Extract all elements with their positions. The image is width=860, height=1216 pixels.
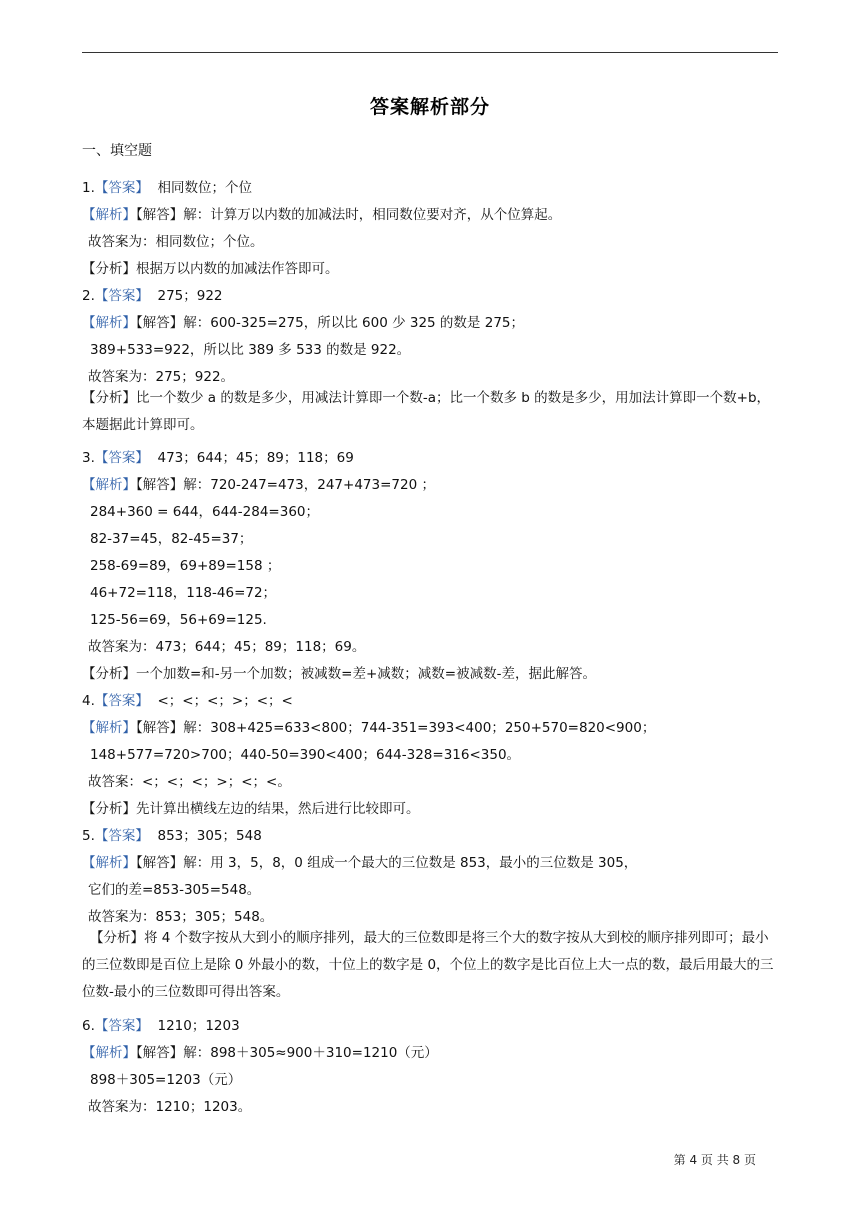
q4-number: 4. [82,693,95,709]
q1-final: 故答案为：相同数位；个位。 [88,234,264,250]
analysis-tag: 【解析】 [82,720,136,736]
q4-answer: <；<；<；>；<；< [157,693,293,709]
q3-analysis: 【分析】一个加数=和-另一个加数；被减数=差+减数；减数=被减数-差，据此解答。 [82,666,596,682]
q2-answer: 275；922 [157,288,223,304]
q1-answer-line [82,176,782,196]
q5-line2: 它们的差=853-305=548。 [88,882,261,898]
q4-answer-line [82,689,782,709]
q2-solution: 【解析】【解答】解：600-325=275，所以比 600 少 325 的数是 275； [82,315,524,331]
analysis-tag: 【解析】 [82,1045,136,1061]
answer-tag: 【答案】 [94,828,149,844]
q6-answer-line [82,1014,782,1034]
q1-answer: 相同数位；个位 [157,180,252,196]
q4-line2: 148+577=720>700；440-50=390<400；644-328=316<350。 [90,747,521,763]
header-rule [82,52,778,53]
analysis-tag: 【解析】 [82,477,136,493]
q2-number: 2. [82,288,95,304]
q5-number: 5. [82,828,95,844]
q2-answer-line [82,284,782,304]
analysis-tag: 【解析】 [82,315,136,331]
q4-final: 故答案：<；<；<；>；<；<。 [88,774,291,790]
q3-answer-line [82,446,782,466]
q3-line6: 125-56=69，56+69=125. [90,612,267,628]
analysis-tag: 【解析】 [82,855,136,871]
analysis-tag: 【解析】 [82,207,136,223]
q6-number: 6. [82,1018,95,1034]
q3-line5: 46+72=118，118-46=72； [90,585,277,601]
answer-tag: 【答案】 [94,693,149,709]
q6-line2: 898＋305=1203（元） [90,1072,242,1088]
q3-line4: 258-69=89，69+89=158 ； [90,558,281,574]
q4-solution: 【解析】【解答】解：308+425=633<800；744-351=393<400；250+570=820<900； [82,720,656,736]
answer-tag: 【答案】 [94,180,149,196]
q5-answer-line [82,824,782,844]
q2-final: 故答案为：275；922。 [88,369,235,385]
answer-tag: 【答案】 [94,450,149,466]
q1-solution: 【解析】【解答】解：计算万以内数的加减法时，相同数位要对齐，从个位算起。 [82,207,562,223]
q3-solution: 【解析】【解答】解：720-247=473，247+473=720 ； [82,477,435,493]
q4-analysis: 【分析】先计算出横线左边的结果，然后进行比较即可。 [82,801,420,817]
page-title: 答案解析部分 [369,96,490,118]
section-heading: 一、填空题 [82,143,152,159]
q2-line2: 389+533=922，所以比 389 多 533 的数是 922。 [90,342,411,358]
q2-analysis: 【分析】比一个数少 a 的数是多少，用减法计算即一个数-a；比一个数多 b 的数是多少，用加法计算即一个数+b，本题据此计算即可。 [82,390,771,433]
q3-line2: 284+360 = 644，644-284=360； [90,504,319,520]
q5-final: 故答案为：853；305；548。 [88,909,274,925]
q6-final: 故答案为：1210；1203。 [88,1099,252,1115]
q3-line3: 82-37=45，82-45=37； [90,531,253,547]
q3-final: 故答案为：473；644；45；89；118；69。 [88,639,366,655]
q1-number: 1. [82,180,95,196]
q6-answer: 1210；1203 [157,1018,240,1034]
q5-solution: 【解析】【解答】解：用 3，5，8，0 组成一个最大的三位数是 853，最小的三位数是 305， [82,855,638,871]
q5-answer: 853；305；548 [157,828,262,844]
q3-number: 3. [82,450,95,466]
q1-analysis: 【分析】根据万以内数的加减法作答即可。 [82,261,339,277]
answer-tag: 【答案】 [94,1018,149,1034]
answer-tag: 【答案】 [94,288,149,304]
q3-answer: 473；644；45；89；118；69 [157,450,354,466]
page-number: 第 4 页 共 8 页 [673,1153,756,1167]
q6-solution: 【解析】【解答】解：898＋305≈900＋310=1210（元） [82,1045,438,1061]
q5-analysis: 【分析】将 4 个数字按从大到小的顺序排列，最大的三位数即是将三个大的数字按从大到校的顺序排列即可；最小的三位数即是百位上是除 0 外最小的数，十位上的数字是 0，个位上的数字是比百位上大一点的数，最后用最大的三位数-最小的三位数即可得出答案。 [82,930,774,1000]
